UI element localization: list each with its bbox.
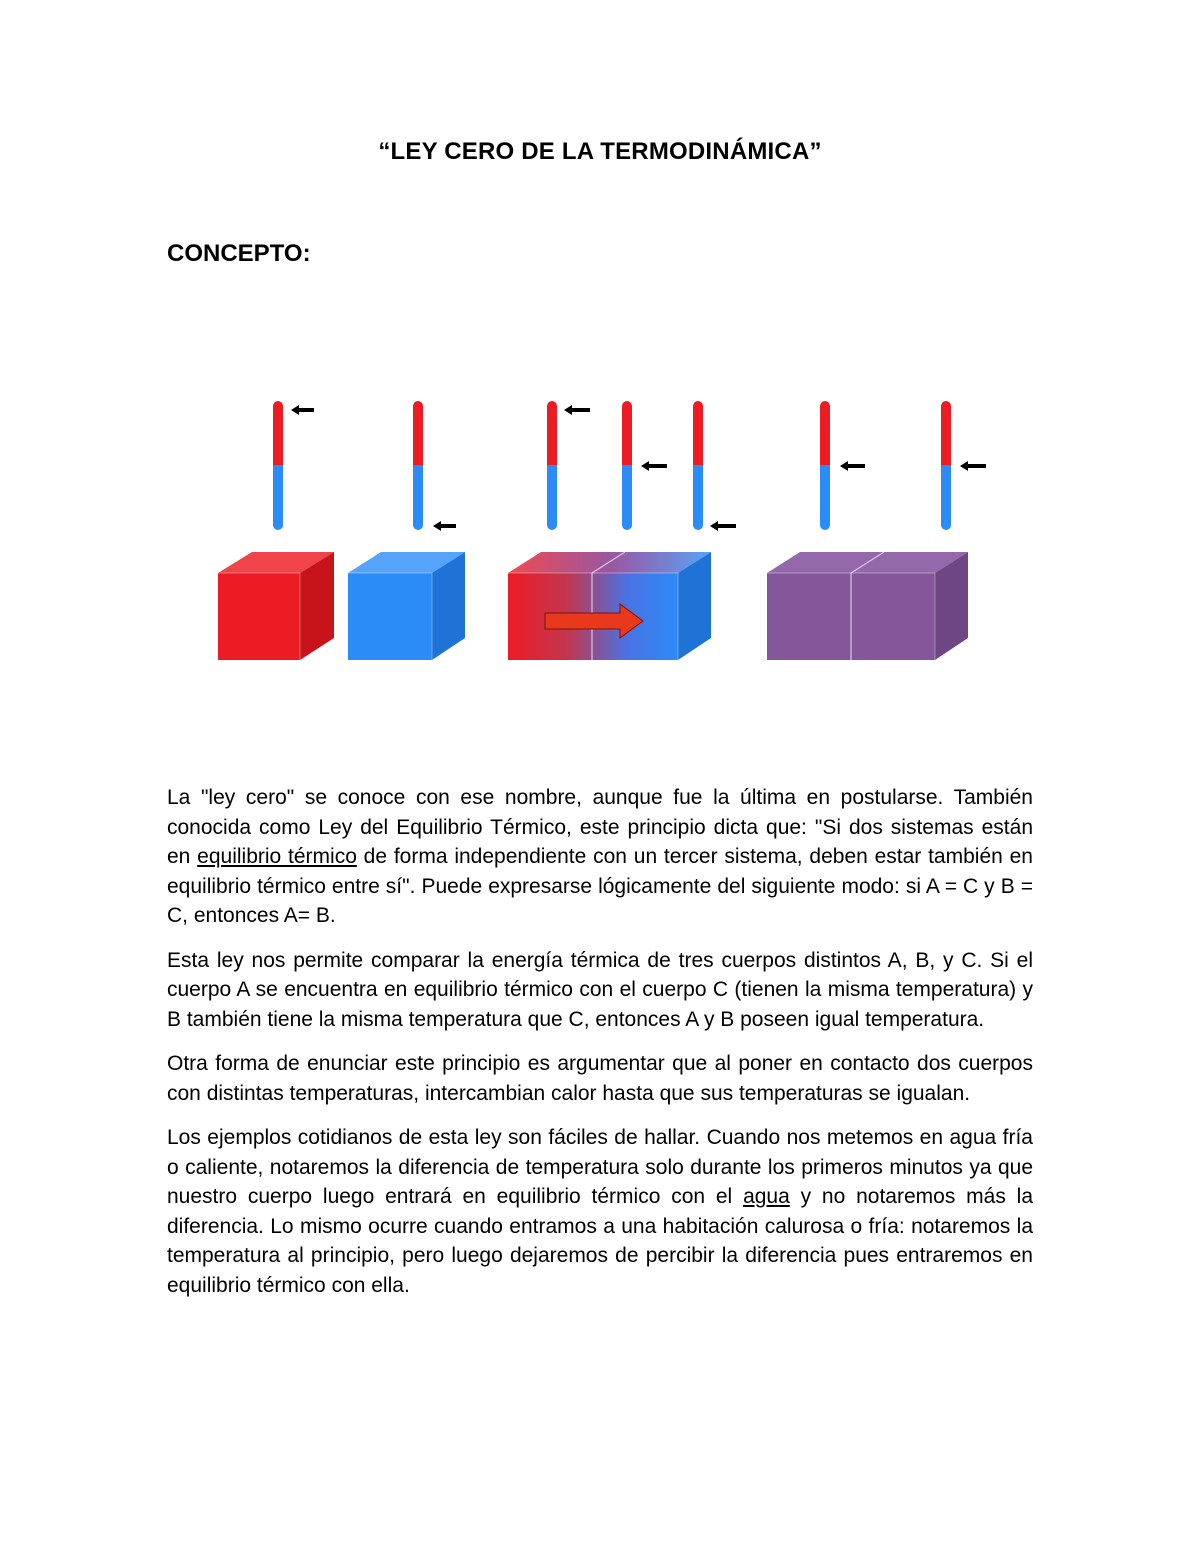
link-agua[interactable]: agua [743, 1185, 790, 1208]
thermal-equilibrium-figure [200, 395, 1000, 675]
thermometer-icon [622, 401, 632, 465]
thermometer-mixed-1 [547, 401, 590, 530]
section-heading: CONCEPTO: [167, 240, 311, 267]
thermometer-icon [273, 401, 283, 465]
level-arrow-icon [641, 461, 667, 471]
thermometer-equilibrium-1 [820, 401, 865, 530]
thermometer-icon [693, 401, 703, 465]
thermometer-mixed-2 [622, 401, 667, 530]
paragraph-1: La "ley cero" se conoce con ese nombre, aunque fue la última en postularse. También conocida como Ley del Equilibrio Térmico, este principio dicta que: "Si dos sistemas están en equilibrio térmico de forma independiente con un tercer sistema, deben estar también en equilibrio térmico entre sí". Puede expresarse lógicamente del siguiente modo: si A = C y B = C, entonces A= B. [167, 786, 1033, 927]
level-arrow-icon [433, 521, 456, 531]
thermometer-mixed-3 [693, 401, 736, 531]
level-arrow-icon [840, 461, 865, 471]
level-arrow-icon [564, 405, 590, 415]
paragraph-3: Otra forma de enunciar este principio es argumentar que al poner en contacto dos cuerpos con distintas temperaturas, intercambian calor hasta que sus temperaturas se igualan. [167, 1052, 1033, 1105]
page-title: “LEY CERO DE LA TERMODINÁMICA” [378, 138, 822, 165]
equilibrium-block [767, 552, 968, 660]
thermometer-icon [941, 401, 951, 465]
thermometer-cold [413, 401, 456, 531]
thermometer-icon [413, 401, 423, 465]
paragraph-4: Los ejemplos cotidianos de esta ley son fáciles de hallar. Cuando nos metemos en agua fría o caliente, notaremos la diferencia de temperatura solo durante los primeros minutos ya que nuestro cuerpo luego entrará en equilibrio térmico con el agua y no notaremos más la diferencia. Lo mismo ocurre cuando entramos a una habitación calurosa o fría: notaremos la temperatura al principio, pero luego dejaremos de percibir la diferencia pues entraremos en equilibrio térmico con ella. [167, 1126, 1033, 1297]
thermometer-icon [820, 401, 830, 465]
level-arrow-icon [710, 521, 736, 531]
thermometer-equilibrium-2 [941, 401, 986, 530]
contact-block [508, 552, 711, 660]
hot-block [218, 552, 334, 660]
body-text [167, 783, 1033, 1315]
thermometer-icon [547, 401, 557, 465]
level-arrow-icon [291, 405, 314, 415]
link-equilibrio-termico[interactable]: equilibrio térmico [197, 845, 357, 868]
paragraph-2: Esta ley nos permite comparar la energía térmica de tres cuerpos distintos A, B, y C. Si el cuerpo A se encuentra en equilibrio térmico con el cuerpo C (tienen la misma temperatura) y B también tiene la misma temperatura que C, entonces A y B poseen igual temperatura. [167, 948, 1033, 1031]
thermometer-hot [273, 401, 314, 530]
level-arrow-icon [960, 461, 986, 471]
cold-block [348, 552, 465, 660]
